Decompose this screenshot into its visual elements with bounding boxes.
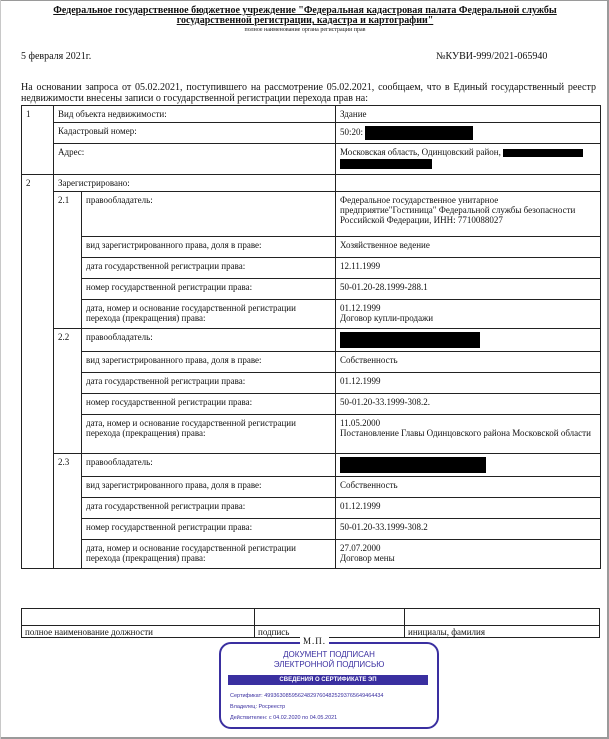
basis-label: дата, номер и основание государственной регистрации перехода (прекращения) права: bbox=[82, 540, 336, 569]
reg-number-label: номер государственной регистрации права: bbox=[82, 394, 336, 415]
table-row bbox=[22, 498, 601, 519]
registered-label: Зарегистрировано: bbox=[54, 175, 336, 192]
holder-cell bbox=[336, 329, 601, 352]
table-row bbox=[22, 237, 601, 258]
basis-cell bbox=[336, 415, 601, 454]
basis-label: дата, номер и основание государственной регистрации перехода (прекращения) права: bbox=[82, 300, 336, 329]
reg-number-label: номер государственной регистрации права: bbox=[82, 279, 336, 300]
reg-number-value: 50-01.20-33.1999-308.2. bbox=[336, 394, 601, 415]
right-value: Собственность bbox=[336, 352, 601, 373]
address-cell bbox=[336, 144, 601, 175]
table-row bbox=[22, 192, 601, 237]
redaction-box bbox=[365, 126, 473, 140]
basis-date: 11.05.2000 bbox=[340, 418, 381, 428]
stamp-owner: Владелец: Росреестр bbox=[230, 704, 286, 710]
intro-paragraph: На основании запроса от 05.02.2021, поступившего на рассмотрение 05.02.2021, сообщаем, что в Единый государственный реестр недвижимости внесены записи о государственной регистрации перехода прав на: bbox=[21, 82, 596, 104]
table-row bbox=[22, 329, 601, 352]
position-caption: полное наименование должности bbox=[22, 626, 255, 638]
empty-cell bbox=[336, 175, 601, 192]
holder-cell bbox=[336, 454, 601, 477]
table-row bbox=[22, 352, 601, 373]
table-row bbox=[22, 106, 601, 123]
reg-date-value: 01.12.1999 bbox=[336, 498, 601, 519]
table-row bbox=[22, 175, 601, 192]
seal-place-mark: М.П. bbox=[300, 636, 329, 646]
signature-caption: подпись bbox=[255, 626, 405, 638]
basis-cell bbox=[336, 300, 601, 329]
reg-date-label: дата государственной регистрации права: bbox=[82, 373, 336, 394]
basis-cell bbox=[336, 540, 601, 569]
holder-label: правообладатель: bbox=[82, 454, 336, 477]
reg-date-label: дата государственной регистрации права: bbox=[82, 498, 336, 519]
stamp-validity: Действителен: с 04.02.2020 по 04.05.2021 bbox=[230, 715, 338, 721]
stamp-certificate: Сертификат: 499363085956248297604825293765649464434 bbox=[230, 693, 384, 699]
right-label: вид зарегистрированного права, доля в праве: bbox=[82, 237, 336, 258]
section-number: 2 bbox=[22, 175, 54, 569]
initials-field bbox=[405, 609, 600, 626]
right-label: вид зарегистрированного права, доля в праве: bbox=[82, 477, 336, 498]
organization-name: Федеральное государственное бюджетное учреждение "Федеральная кадастровая палата Федеральной службы государственной регистрации, кадастра и картографии" bbox=[53, 5, 557, 26]
reg-date-label: дата государственной регистрации права: bbox=[82, 258, 336, 279]
right-label: вид зарегистрированного права, доля в праве: bbox=[82, 352, 336, 373]
object-type-label: Вид объекта недвижимости: bbox=[54, 106, 336, 123]
reg-number-value: 50-01.20-28.1999-288.1 bbox=[336, 279, 601, 300]
table-row bbox=[22, 300, 601, 329]
table-row bbox=[22, 519, 601, 540]
table-row bbox=[22, 454, 601, 477]
table-row bbox=[22, 394, 601, 415]
entry-number: 2.1 bbox=[54, 192, 82, 329]
table-row bbox=[22, 415, 601, 454]
redaction-box bbox=[503, 149, 583, 157]
electronic-signature-stamp bbox=[219, 642, 439, 729]
right-value: Собственность bbox=[336, 477, 601, 498]
signature-table bbox=[21, 608, 600, 638]
redaction-box bbox=[340, 159, 432, 169]
entry-number: 2.2 bbox=[54, 329, 82, 454]
signature-field bbox=[255, 609, 405, 626]
holder-label: правообладатель: bbox=[82, 329, 336, 352]
reg-number-value: 50-01.20-33.1999-308.2 bbox=[336, 519, 601, 540]
table-row bbox=[22, 258, 601, 279]
table-row bbox=[22, 609, 600, 626]
reg-date-value: 12.11.1999 bbox=[336, 258, 601, 279]
object-type-value: Здание bbox=[336, 106, 601, 123]
document-date: 5 февраля 2021г. bbox=[21, 51, 92, 62]
reg-date-value: 01.12.1999 bbox=[336, 373, 601, 394]
redaction-box bbox=[340, 457, 486, 473]
rights-table bbox=[21, 105, 601, 569]
table-row bbox=[22, 540, 601, 569]
section-number: 1 bbox=[22, 106, 54, 175]
cadastral-value: 50:20: bbox=[340, 127, 364, 138]
basis-document: Договор купли-продажи bbox=[340, 313, 434, 323]
stamp-certificate-bar: СВЕДЕНИЯ О СЕРТИФИКАТЕ ЭП bbox=[228, 675, 428, 685]
page-frame-top bbox=[0, 0, 609, 1]
right-value: Хозяйственное ведение bbox=[336, 237, 601, 258]
basis-document: Постановление Главы Одинцовского района Московской области bbox=[340, 428, 591, 438]
table-row bbox=[22, 123, 601, 144]
stamp-line-1: ДОКУМЕНТ ПОДПИСАН bbox=[283, 650, 375, 659]
cadastral-label: Кадастровый номер: bbox=[54, 123, 336, 144]
holder-value: Федеральное государственное унитарное предприятие"Гостиница" Федеральной службы безопасности Российской Федерации, ИНН: 7710088027 bbox=[336, 192, 601, 237]
initials-caption: инициалы, фамилия bbox=[405, 626, 600, 638]
address-value: Московская область, Одинцовский район, bbox=[340, 147, 501, 157]
redaction-box bbox=[340, 332, 480, 348]
basis-label: дата, номер и основание государственной регистрации перехода (прекращения) права: bbox=[82, 415, 336, 454]
organization-caption: полное наименование органа регистрации прав bbox=[244, 27, 366, 33]
holder-label: правообладатель: bbox=[82, 192, 336, 237]
basis-document: Договор мены bbox=[340, 553, 395, 563]
table-row bbox=[22, 144, 601, 175]
cadastral-cell bbox=[336, 123, 601, 144]
entry-number: 2.3 bbox=[54, 454, 82, 569]
table-row bbox=[22, 477, 601, 498]
basis-date: 27.07.2000 bbox=[340, 543, 381, 553]
stamp-title bbox=[221, 650, 437, 670]
basis-date: 01.12.1999 bbox=[340, 303, 381, 313]
page-frame-left bbox=[0, 0, 1, 739]
table-row bbox=[22, 279, 601, 300]
position-field bbox=[22, 609, 255, 626]
table-row bbox=[22, 373, 601, 394]
address-label: Адрес: bbox=[54, 144, 336, 175]
reg-number-label: номер государственной регистрации права: bbox=[82, 519, 336, 540]
document-number: №КУВИ-999/2021-065940 bbox=[436, 51, 548, 62]
stamp-line-2: ЭЛЕКТРОННОЙ ПОДПИСЬЮ bbox=[273, 660, 385, 669]
